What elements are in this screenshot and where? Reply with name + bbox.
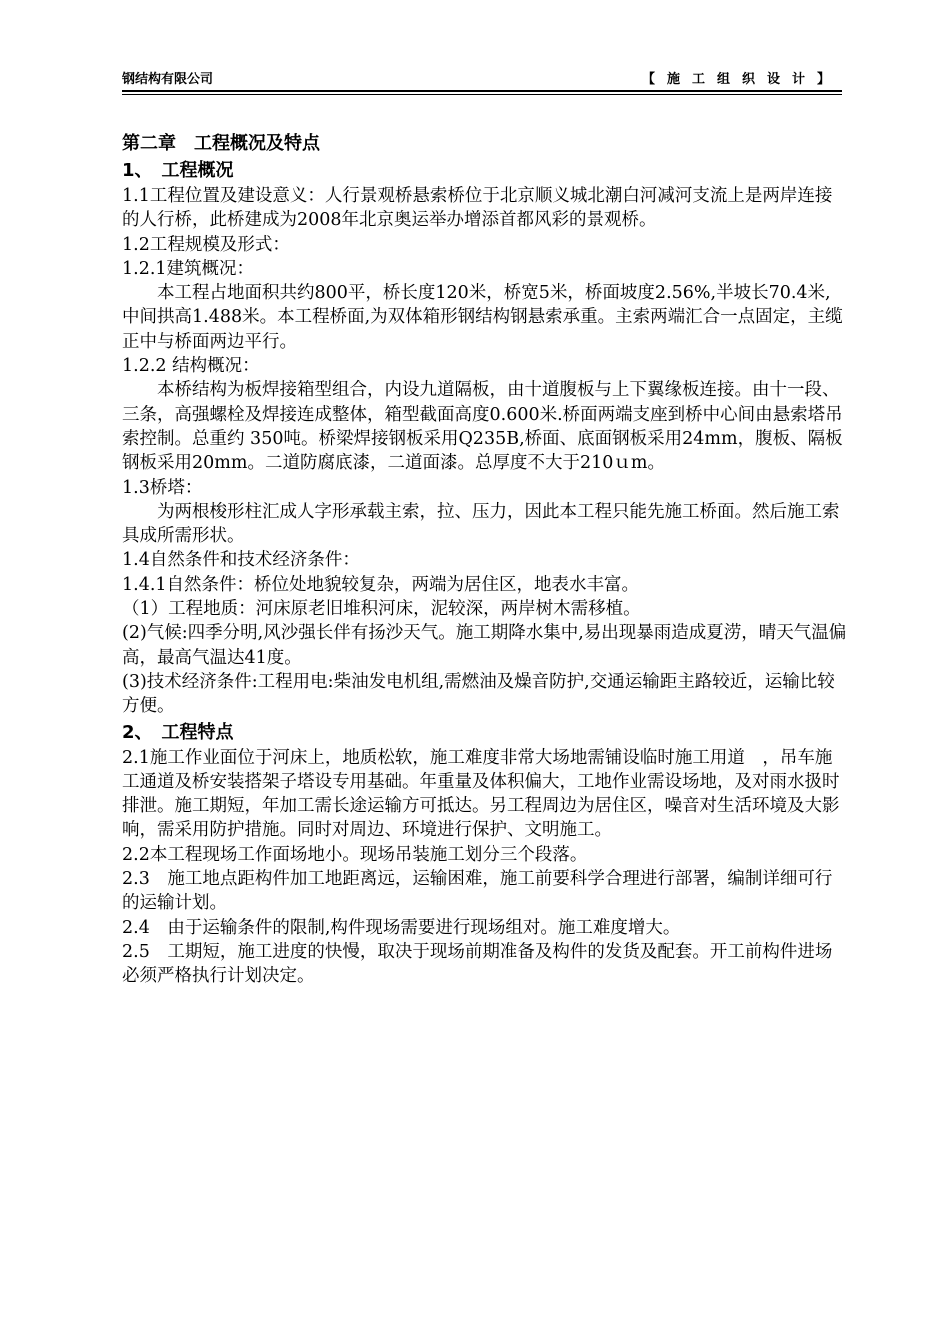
paragraph-1-3-body: 为两根梭形柱汇成人字形承载主索，拉、压力，因此本工程只能先施工桥面。然后施工索具成所需形状。 [122, 501, 840, 547]
section-title-features: 2、 工程特点 [122, 721, 234, 743]
paragraph-1-2-2-body: 本桥结构为板焊接箱型组合，内设九道隔板，由十道腹板与上下翼缘板连接。由十一段、三条，高强螺栓及焊接连成整体，箱型截面高度0.600米.桥面两端支座到桥中心间由悬索塔吊索控制。总重约 350吨。桥梁焊接钢板采用Q235B,桥面、底面钢板采用24mm，腹板、隔板钢板采用20mm。二道防腐底漆，二道面漆。总厚度不大于210ｕm。 [122, 380, 843, 474]
document-type: 【施工组织设计】 [641, 72, 842, 87]
section-title-overview: 1、 工程概况 [122, 160, 234, 181]
paragraph-1-4-title: 1.4自然条件和技术经济条件： [122, 550, 360, 571]
paragraph-1-2-1-body: 本工程占地面积共约800平，桥长度120米，桥宽5米，桥面坡度2.56%,半坡长70.4米,中间拱高1.488米。本工程桥面,为双体箱形钢结构钢悬索承重。主索两端汇合一点固定，主缆正中与桥面两边平行。 [122, 283, 843, 352]
document-body [122, 130, 847, 989]
paragraph-1-1: 1.1工程位置及建设意义：人行景观桥悬索桥位于北京顺义城北潮白河减河支流上是两岸连接的人行桥，此桥建成为2008年北京奥运举办增添首都风彩的景观桥。 [122, 186, 833, 231]
paragraph-1-2-1-title: 1.2.1建筑概况： [122, 258, 255, 279]
chapter-title: 第二章 工程概况及特点 [122, 133, 320, 154]
paragraph-2-2: 2.2本工程现场工作面场地小。现场吊装施工划分三个段落。 [122, 844, 588, 865]
header-rule-thick [122, 90, 842, 92]
paragraph-1-2-title: 1.2工程规模及形式： [122, 234, 290, 255]
paragraph-1-4-item-1: （1）工程地质：河床原老旧堆积河床，泥较深，两岸树木需移植。 [122, 599, 641, 620]
paragraph-2-1: 2.1施工作业面位于河床上，地质松软，施工难度非常大场地需铺设临时施工用道 ，吊车施工通道及桥安装搭架子塔设专用基础。年重量及体积偏大，工地作业需设场地，及对雨水扱时排泄。施工期短，年加工需长途运输方可抵达。另工程周边为居住区，噪音对生活环境及大影响，需采用防护措施。同时对周边、环境进行保护、文明施工。 [122, 747, 840, 841]
header-rule-thin [122, 94, 842, 95]
paragraph-1-2-2-title: 1.2.2 结构概况： [122, 356, 260, 377]
paragraph-1-4-item-3: (3)技术经济条件:工程用电:柴油发电机组,需燃油及燥音防护,交通运输距主路较近，运输比较方便。 [122, 671, 835, 717]
page-header [122, 68, 842, 90]
paragraph-1-4-item-2: (2)气候:四季分明,风沙强长伴有扬沙天气。施工期降水集中,易出现暴雨造成夏涝，晴天气温偏高，最高气温达41度。 [122, 623, 847, 668]
paragraph-1-4-1: 1.4.1自然条件：桥位处地貌较复杂，两端为居住区，地表水丰富。 [122, 574, 640, 595]
paragraph-2-3: 2.3 施工地点距构件加工地距离远，运输困难，施工前要科学合理进行部署，编制详细可行的运输计划。 [122, 869, 833, 914]
company-name: 钢结构有限公司 [122, 72, 214, 87]
paragraph-2-4: 2.4 由于运输条件的限制,构件现场需要进行现场组对。施工难度增大。 [122, 917, 681, 938]
paragraph-2-5: 2.5 工期短，施工进度的快慢，取决于现场前期准备及构件的发货及配套。开工前构件进场必须严格执行计划决定。 [122, 941, 833, 987]
paragraph-1-3-title: 1.3桥塔： [122, 477, 203, 498]
